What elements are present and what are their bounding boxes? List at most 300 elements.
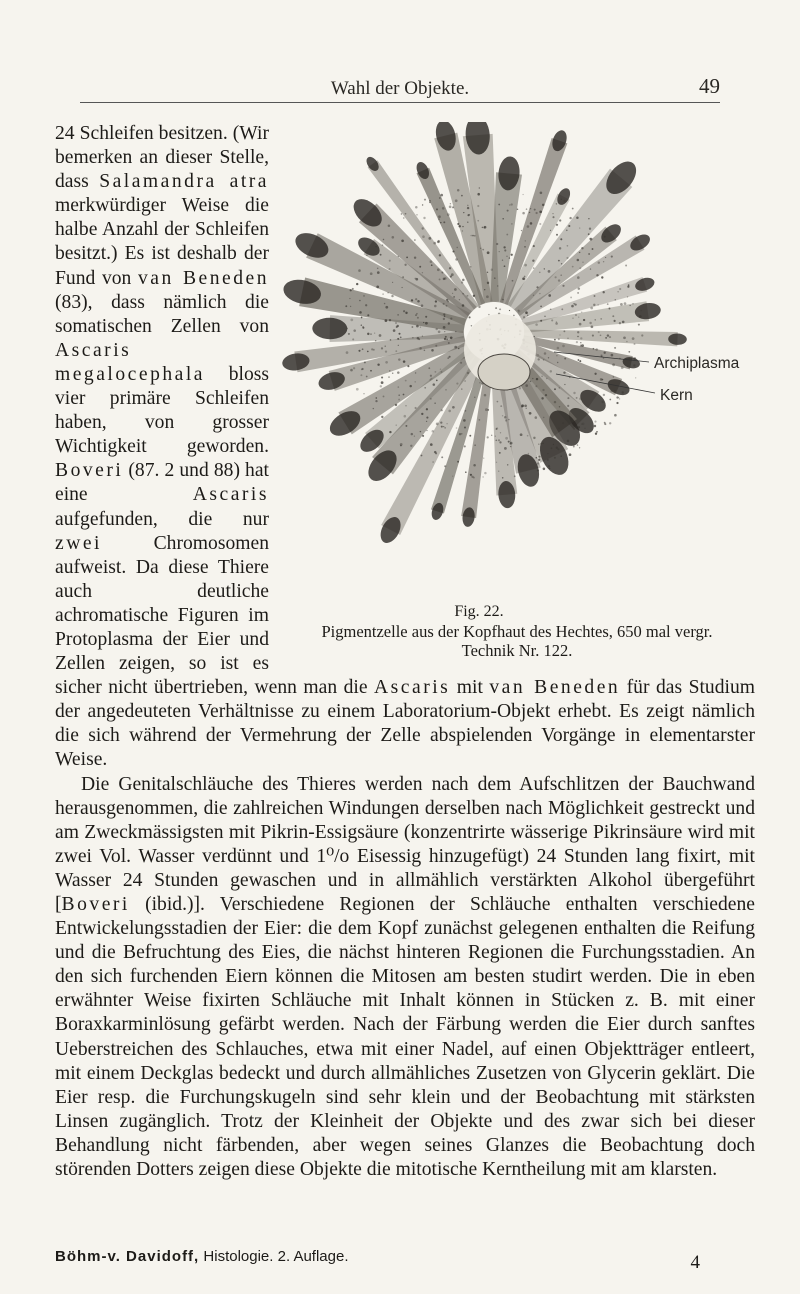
- pigment-granule: [602, 379, 604, 381]
- pigment-granule: [624, 302, 627, 305]
- pigment-granule: [507, 464, 508, 465]
- pigment-granule: [364, 361, 366, 363]
- pigment-granule: [434, 451, 436, 453]
- pigment-granule: [614, 347, 616, 349]
- pigment-granule: [577, 444, 578, 445]
- pigment-granule: [391, 295, 393, 297]
- pigment-granule: [499, 452, 501, 454]
- pigment-granule: [381, 376, 383, 378]
- pigment-granule: [443, 326, 446, 329]
- pigment-granule: [509, 204, 511, 206]
- pigment-granule: [543, 468, 546, 471]
- pigment-granule: [379, 334, 382, 337]
- pigment-granule: [537, 469, 539, 471]
- pigment-granule: [453, 296, 455, 298]
- pigment-granule: [422, 227, 424, 229]
- pigment-granule: [445, 336, 447, 338]
- pigment-granule: [577, 336, 578, 337]
- pigment-granule: [478, 306, 480, 308]
- footer-text: [55, 1248, 349, 1265]
- pigment-granule: [500, 432, 501, 433]
- pigment-granule: [426, 421, 427, 422]
- pigment-granule: [455, 199, 458, 202]
- pigment-granule: [397, 314, 398, 315]
- pigment-granule: [521, 405, 523, 407]
- pigment-granule: [609, 422, 611, 424]
- pigment-granule: [485, 408, 488, 411]
- pigment-granule: [596, 431, 598, 433]
- pigment-granule: [628, 358, 629, 359]
- pigment-granule: [520, 433, 523, 436]
- pigment-granule: [430, 375, 432, 377]
- pigment-granule: [472, 235, 474, 237]
- pigment-granule: [605, 337, 607, 339]
- pigment-granule: [435, 345, 437, 347]
- pigment-granule: [430, 379, 431, 380]
- pigment-granule: [583, 319, 585, 321]
- pigment-granule: [422, 335, 423, 336]
- pigment-granule: [426, 408, 428, 410]
- pigment-granule: [548, 270, 551, 273]
- pigment-granule: [603, 357, 604, 358]
- pigment-granule: [484, 289, 485, 290]
- pigment-granule: [566, 230, 568, 232]
- pigment-granule: [465, 471, 467, 473]
- pigment-granule: [496, 427, 498, 429]
- pigment-granule: [638, 324, 640, 326]
- emphasis: zwei: [55, 532, 102, 554]
- pigment-granule: [590, 268, 591, 269]
- pigment-granule: [438, 240, 440, 242]
- pigment-granule: [415, 314, 417, 316]
- pigment-granule: [502, 477, 504, 479]
- pigment-granule: [528, 453, 530, 455]
- pigment-granule: [474, 235, 476, 237]
- pigment-granule: [514, 475, 516, 477]
- pigment-granule: [568, 225, 570, 227]
- pigment-granule: [547, 459, 549, 461]
- pigment-granule: [414, 278, 416, 280]
- pigment-granule: [366, 254, 367, 255]
- text-run: für das Studium der angedeuteten Verhältnisse zu einem Laboratorium-Objekt erhebt. Es zeigt nämlich die sich während der Vermehrung der Zelle abspielenden Vorgänge in elementarster Weise.: [55, 677, 755, 771]
- pigment-granule: [558, 338, 560, 340]
- text-run: (83), dass nämlich die somatischen Zellen von: [55, 291, 269, 337]
- pigment-granule: [448, 342, 450, 344]
- pigment-granule: [385, 346, 386, 347]
- pigment-granule: [603, 261, 604, 262]
- pigment-granule: [449, 206, 452, 209]
- caption-line-2: Technik Nr. 122.: [461, 641, 573, 660]
- pigment-granule: [471, 325, 472, 326]
- pigment-granule: [635, 377, 636, 378]
- pigment-granule: [548, 294, 551, 297]
- pigment-granule: [602, 401, 604, 403]
- pigment-granule: [619, 398, 621, 400]
- pigment-granule: [414, 381, 415, 382]
- pigment-granule: [524, 264, 527, 267]
- pigment-granule: [517, 310, 519, 312]
- pigment-granule: [450, 336, 453, 339]
- pigment-granule: [614, 320, 616, 322]
- pigment-granule: [581, 312, 582, 313]
- pigment-granule: [567, 245, 569, 247]
- pigment-granule: [397, 371, 400, 374]
- pigment-granule: [553, 444, 554, 445]
- pigment-granule: [533, 245, 535, 247]
- pigment-granule: [577, 276, 580, 279]
- pigment-granule: [452, 206, 454, 208]
- pigment-granule: [370, 333, 372, 335]
- pigment-granule: [350, 306, 351, 307]
- pigment-granule: [558, 260, 560, 262]
- pigment-granule: [533, 267, 535, 269]
- pigment-granule: [592, 248, 594, 250]
- pigment-granule: [593, 304, 595, 306]
- pigment-granule: [557, 448, 559, 450]
- pigment-granule: [441, 409, 443, 411]
- pigment-granule: [423, 322, 424, 323]
- pigment-granule: [462, 279, 465, 282]
- pigment-granule: [464, 445, 466, 447]
- pigment-granule: [432, 430, 435, 433]
- pigment-granule: [477, 220, 479, 222]
- pigment-granule: [419, 266, 421, 268]
- pigment-granule: [576, 217, 579, 220]
- pigment-granule: [365, 304, 367, 306]
- pigment-granule: [497, 285, 498, 286]
- pigment-granule: [466, 295, 468, 297]
- pigment-granule: [414, 435, 415, 436]
- pigment-granule: [564, 358, 566, 360]
- pigment-granule: [400, 337, 402, 339]
- pigment-granule: [562, 345, 565, 348]
- pigment-granule: [397, 338, 399, 340]
- pigment-granule: [411, 299, 413, 301]
- pigment-granule: [499, 308, 501, 310]
- pigment-granule: [467, 222, 468, 223]
- pigment-granule: [525, 240, 526, 241]
- pigment-granule: [579, 447, 580, 448]
- pigment-granule: [559, 219, 561, 221]
- pigment-granule: [559, 406, 560, 407]
- pigment-granule: [486, 295, 489, 298]
- pigment-granule: [560, 274, 562, 276]
- pigment-granule: [464, 426, 466, 428]
- pigment-granule: [421, 304, 424, 307]
- pigment-granule: [366, 376, 368, 378]
- pigment-granule: [609, 399, 611, 401]
- pigment-granule: [375, 340, 376, 341]
- pigment-granule: [627, 286, 629, 288]
- pigment-granule: [554, 388, 556, 390]
- pigment-granule: [470, 266, 472, 268]
- pigment-granule: [467, 205, 469, 207]
- pigment-granule: [596, 274, 598, 276]
- pigment-granule: [534, 209, 536, 211]
- pigment-granule: [421, 455, 423, 457]
- pigment-granule: [499, 251, 500, 252]
- pigment-granule: [444, 465, 446, 467]
- pigment-granule: [550, 308, 552, 310]
- pigment-granule: [540, 192, 543, 195]
- pigment-granule: [497, 401, 499, 403]
- pigment-granule: [526, 208, 528, 210]
- pigment-granule: [469, 435, 471, 437]
- pigment-granule: [579, 323, 582, 326]
- pigment-granule: [632, 303, 634, 305]
- pigment-granule: [640, 310, 642, 312]
- pigment-granule: [573, 428, 575, 430]
- pigment-granule: [578, 426, 580, 428]
- pigment-granule: [437, 268, 440, 271]
- pigment-granule: [434, 403, 435, 404]
- pigment-granule: [506, 256, 507, 257]
- pigment-granule: [389, 370, 390, 371]
- species-name: Ascaris megalocephala: [55, 339, 205, 385]
- figure-22: [279, 122, 755, 660]
- author-name: Boveri: [61, 894, 130, 915]
- pigment-granule: [444, 316, 445, 317]
- pigment-granule: [563, 200, 565, 202]
- pigment-granule: [627, 296, 628, 297]
- pigment-granule: [444, 427, 445, 428]
- pigment-granule: [447, 357, 449, 359]
- pigment-granule: [432, 461, 434, 463]
- pigment-granule: [538, 459, 540, 461]
- pigment-granule: [563, 371, 565, 373]
- pigment-granule: [584, 428, 586, 430]
- pigment-granule: [401, 239, 404, 242]
- pigment-granule: [495, 436, 496, 437]
- pigment-granule: [345, 305, 347, 307]
- pigment-granule: [461, 281, 463, 283]
- pigment-granule: [400, 443, 403, 446]
- pigment-granule: [441, 371, 443, 373]
- nucleus: [478, 354, 530, 390]
- pigment-granule: [396, 326, 398, 328]
- pigment-granule: [484, 472, 486, 474]
- pigment-granule: [612, 363, 615, 366]
- pigment-granule: [440, 194, 443, 197]
- pigment-granule: [380, 254, 382, 256]
- pigment-granule: [590, 238, 593, 241]
- pigment-granule: [613, 376, 614, 377]
- pigment-granule: [494, 277, 496, 279]
- pigment-granule: [561, 199, 562, 200]
- pigment-granule: [411, 433, 413, 435]
- pigment-granule: [455, 258, 457, 260]
- pigment-granule: [567, 397, 569, 399]
- pigment-granule: [487, 282, 489, 284]
- pigment-granule: [398, 358, 400, 360]
- pigment-granule: [459, 299, 460, 300]
- pigment-granule: [566, 257, 568, 259]
- pigment-granule: [559, 247, 561, 249]
- pigment-granule: [462, 304, 465, 307]
- pigment-granule: [474, 397, 475, 398]
- pigment-granule: [404, 415, 407, 418]
- pigment-granule: [525, 311, 528, 314]
- pigment-granule: [617, 291, 618, 292]
- pigment-granule: [389, 431, 391, 433]
- pigment-granule: [496, 462, 497, 463]
- pigment-granule: [562, 285, 564, 287]
- pigment-granule: [477, 193, 480, 196]
- pigment-granule: [439, 197, 441, 199]
- pigment-granule: [402, 276, 403, 277]
- pigment-granule: [385, 319, 388, 322]
- pigment-granule: [462, 293, 463, 294]
- pigment-granule: [554, 339, 556, 341]
- pigment-granule: [543, 359, 544, 360]
- pigment-granule: [352, 338, 354, 340]
- pigment-granule: [417, 300, 420, 303]
- pigment-granule: [382, 293, 384, 295]
- pigment-granule: [434, 371, 436, 373]
- pigment-granule: [508, 419, 510, 421]
- pigment-granule: [441, 426, 443, 428]
- pigment-granule: [612, 315, 614, 317]
- pigment-granule: [416, 325, 419, 328]
- pigment-granule: [525, 384, 528, 387]
- footer-title: Histologie. 2. Auflage.: [199, 1248, 349, 1265]
- pigment-granule: [569, 453, 572, 456]
- pigment-granule: [535, 212, 537, 214]
- pigment-granule: [620, 303, 623, 306]
- pigment-granule: [417, 317, 419, 319]
- pigment-granule: [467, 214, 469, 216]
- genus-name: Ascaris: [192, 484, 269, 506]
- pigment-granule: [546, 378, 547, 379]
- pigment-granule: [370, 370, 372, 372]
- pigment-granule: [535, 323, 538, 326]
- pigment-granule: [349, 298, 350, 299]
- pigment-granule: [350, 289, 352, 291]
- pigment-granule: [467, 207, 469, 209]
- pigment-granule: [415, 298, 417, 300]
- pigment-granule: [353, 329, 356, 332]
- pigment-granule: [550, 370, 552, 372]
- pigment-granule: [424, 350, 426, 352]
- pigment-granule: [401, 213, 402, 214]
- pigment-granule: [398, 345, 399, 346]
- pigment-granule: [567, 440, 570, 443]
- pigment-granule: [536, 457, 538, 459]
- pigment-granule: [548, 357, 549, 358]
- pigment-granule: [430, 443, 433, 446]
- pigment-granule: [405, 312, 407, 314]
- pigment-granule: [479, 419, 481, 421]
- pigment-granule: [426, 417, 428, 419]
- pigment-granule: [589, 322, 591, 324]
- pigment-granule: [361, 368, 363, 370]
- pigment-granule: [387, 292, 388, 293]
- pigment-granule: [561, 308, 563, 310]
- pigment-granule: [594, 421, 596, 423]
- pigment-granule: [580, 337, 582, 339]
- pigment-granule: [458, 348, 459, 349]
- pigment-granule: [532, 260, 534, 262]
- pigment-granule: [581, 247, 583, 249]
- signature-mark: 4: [690, 1252, 700, 1273]
- pigment-granule: [564, 384, 565, 385]
- pigment-granule: [449, 267, 451, 269]
- pigment-granule: [523, 316, 525, 318]
- pigment-granule: [495, 439, 497, 441]
- pigment-granule: [573, 446, 575, 448]
- pigment-granule: [398, 399, 400, 401]
- pigment-granule: [470, 235, 472, 237]
- pigment-granule: [537, 358, 539, 360]
- pigment-granule: [504, 265, 506, 267]
- pigment-granule: [375, 400, 377, 402]
- pigment-granule: [577, 292, 579, 294]
- pigment-granule: [533, 437, 535, 439]
- pigment-granule: [524, 404, 527, 407]
- label-kern: Kern: [660, 387, 693, 404]
- pigment-granule: [527, 225, 530, 228]
- pigment-granule: [473, 464, 476, 467]
- pigment-granule: [477, 205, 479, 207]
- pigment-granule: [454, 288, 457, 291]
- pigment-granule: [393, 329, 396, 332]
- pigment-granule: [383, 239, 384, 240]
- pigment-granule: [530, 222, 533, 225]
- page-number: 49: [699, 74, 720, 98]
- pigment-granule: [496, 243, 498, 245]
- pigment-granule: [395, 350, 397, 352]
- pigment-granule: [487, 436, 489, 438]
- pigment-granule: [502, 415, 503, 416]
- pigment-granule: [625, 265, 627, 267]
- pigment-granule: [555, 276, 557, 278]
- pigment-granule: [609, 308, 611, 310]
- pigment-granule: [630, 305, 631, 306]
- pigment-granule: [474, 444, 475, 445]
- text-run: bloss vier primäre Schleifen haben, von grosser Wichtigkeit geworden.: [55, 363, 269, 458]
- pigment-granule: [464, 380, 466, 382]
- pigment-granule: [389, 319, 391, 321]
- pigment-granule: [361, 325, 362, 326]
- pigment-granule: [479, 187, 480, 188]
- pigment-granule: [572, 318, 573, 319]
- pigment-granule: [358, 269, 361, 272]
- pigment-granule: [469, 316, 471, 318]
- pigment-granule: [590, 307, 593, 310]
- pigment-granule: [559, 387, 560, 388]
- pigment-granule: [375, 397, 377, 399]
- pigment-granule: [377, 268, 378, 269]
- pigment-granule: [442, 207, 445, 210]
- pigment-granule: [634, 343, 636, 345]
- pigment-granule: [467, 372, 469, 374]
- pigment-granule: [536, 378, 538, 380]
- pigment-granule: [572, 208, 574, 210]
- pigment-granule: [431, 264, 433, 266]
- species-name: Salamandra atra: [99, 171, 269, 193]
- pigment-granule: [360, 374, 362, 376]
- pigment-granule: [562, 422, 564, 424]
- text-run: (87. 2 und 88) hat eine: [55, 460, 269, 506]
- pigment-granule: [484, 227, 486, 229]
- pigment-granule: [539, 272, 540, 273]
- pigment-granule: [433, 242, 436, 245]
- pigment-granule: [367, 351, 369, 353]
- pigment-granule: [429, 202, 431, 204]
- pigment-granule: [446, 305, 448, 307]
- figure-number: Fig. 22.: [454, 603, 504, 620]
- pigment-granule: [388, 376, 389, 377]
